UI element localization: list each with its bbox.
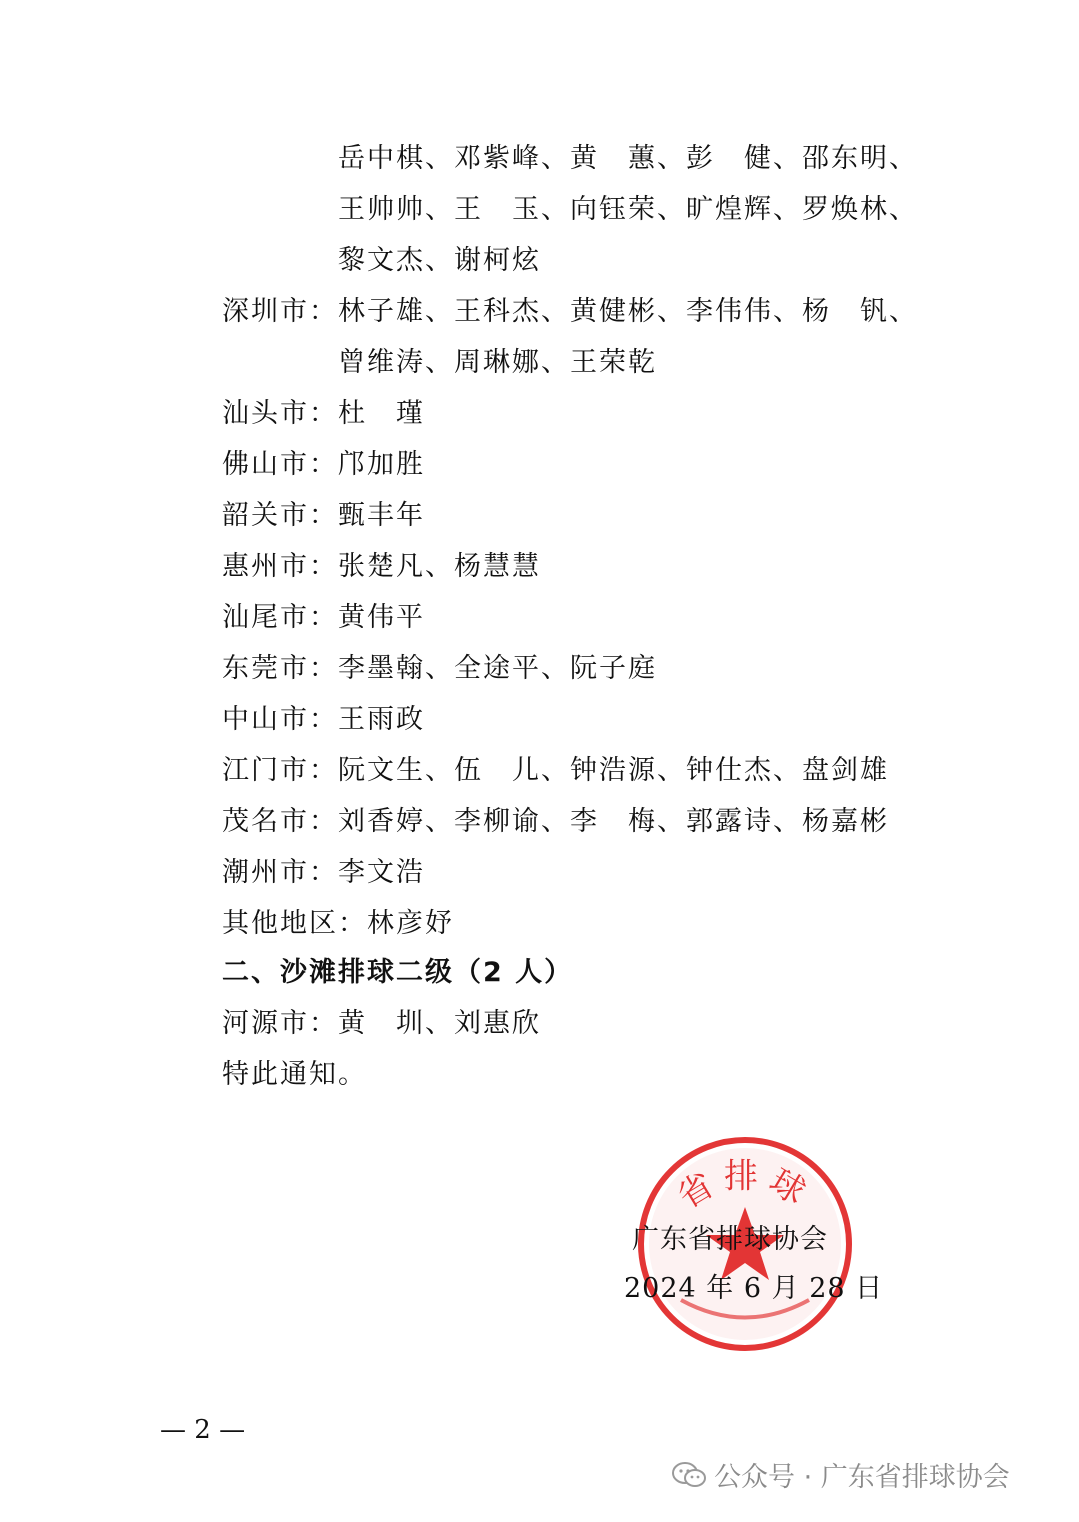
wechat-icon (672, 1461, 706, 1489)
text-line: 王帅帅、王 玉、向钰荣、旷煌辉、罗焕林、 (338, 194, 918, 225)
signature-org: 广东省排球协会 (632, 1224, 828, 1255)
city-line: 汕头市：杜 瑾 (222, 398, 425, 429)
text-line: 黎文杰、谢柯炫 (338, 245, 541, 276)
text-line: 岳中棋、邓紫峰、黄 蕙、彭 健、邵东明、 (338, 143, 918, 174)
city-line: 东莞市：李墨翰、全途平、阮子庭 (222, 653, 657, 684)
signature-date: 2024 年 6 月 28 日 (624, 1273, 884, 1304)
city-line: 其他地区：林彦妤 (222, 908, 454, 939)
section-heading: 二、沙滩排球二级（2 人） (222, 957, 574, 988)
city-line: 江门市：阮文生、伍 儿、钟浩源、钟仕杰、盘剑雄 (222, 755, 889, 786)
city-line: 河源市：黄 圳、刘惠欣 (222, 1008, 541, 1039)
city-line: 深圳市：林子雄、王科杰、黄健彬、李伟伟、杨 钒、 (222, 296, 918, 327)
city-line: 潮州市：李文浩 (222, 857, 425, 888)
city-line: 汕尾市：黄伟平 (222, 602, 425, 633)
page-number: — 2 — (160, 1415, 246, 1445)
city-line: 中山市：王雨政 (222, 704, 425, 735)
watermark-text: 公众号 · 广东省排球协会 (714, 1462, 1010, 1493)
city-line: 惠州市：张楚凡、杨慧慧 (222, 551, 541, 582)
seal-text: 省排球 (671, 1156, 819, 1218)
city-line: 茂名市：刘香婷、李柳谕、李 梅、郭露诗、杨嘉彬 (222, 806, 889, 837)
watermark (672, 1455, 1010, 1494)
city-line: 韶关市：甄丰年 (222, 500, 425, 531)
text-line: 曾维涛、周琳娜、王荣乾 (338, 347, 657, 378)
closing-line: 特此通知。 (222, 1059, 367, 1090)
city-line: 佛山市：邝加胜 (222, 449, 425, 480)
